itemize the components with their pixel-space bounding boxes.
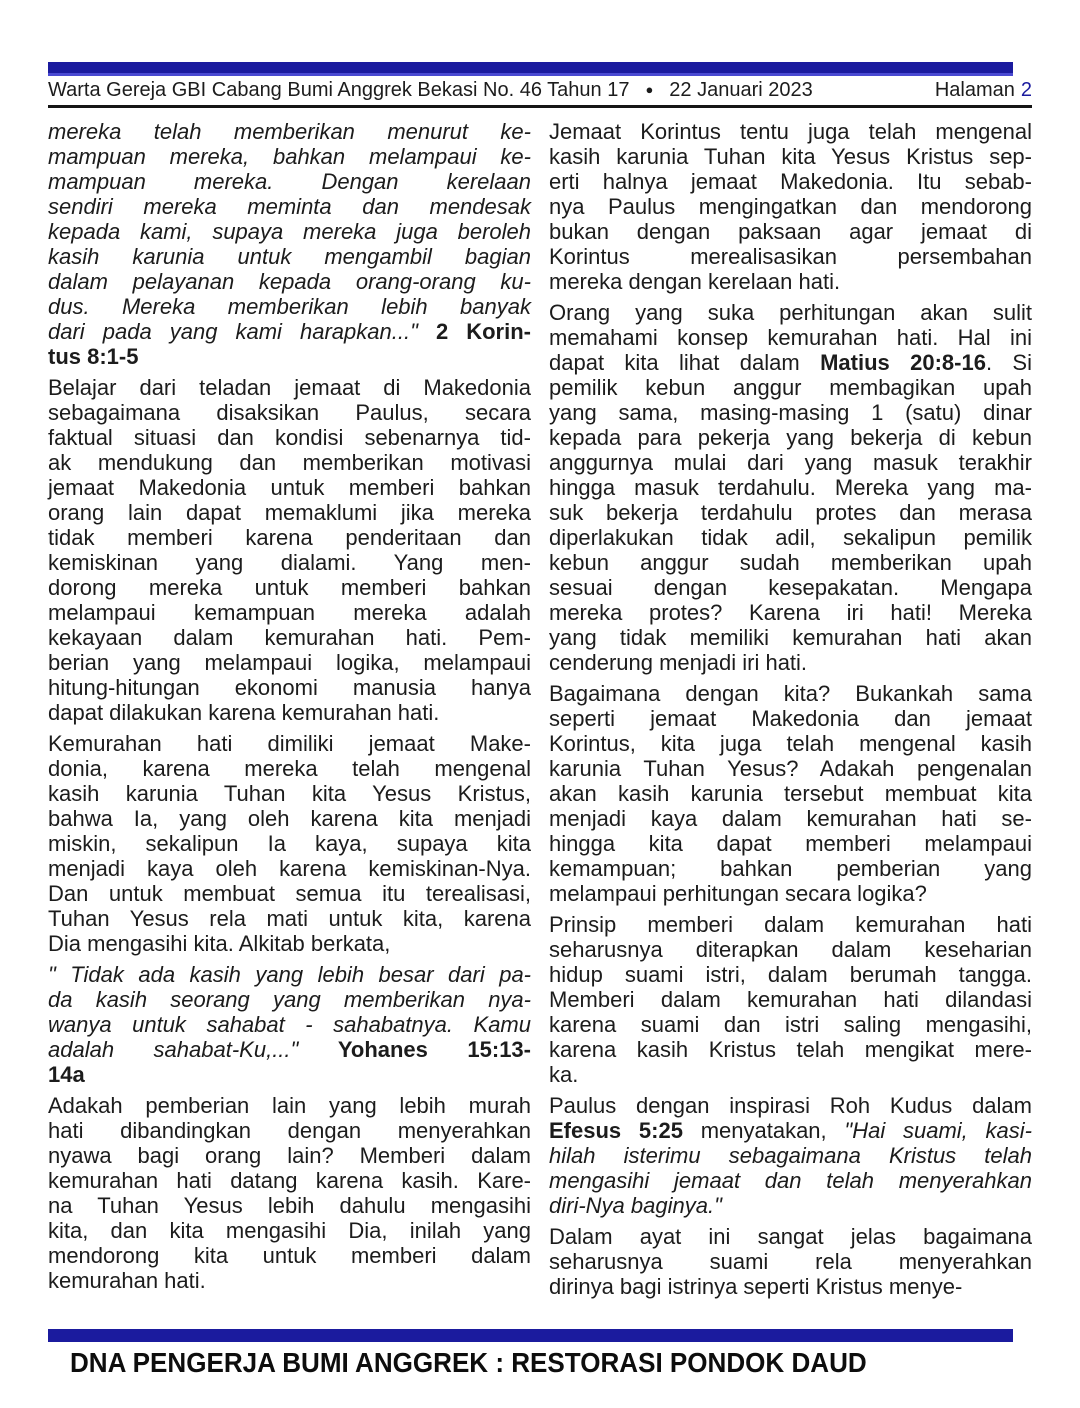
text-line: nya Paulus mengingatkan dan mendorong <box>549 194 1032 219</box>
paragraph <box>48 375 531 725</box>
left-column <box>48 119 531 1305</box>
paragraph <box>549 1224 1032 1299</box>
text-line: Bagaimana dengan kita? Bukankah sama <box>549 681 1032 706</box>
text-line: memahami konsep kemurahan hati. Hal ini <box>549 325 1032 350</box>
text-line: Dia mengasihi kita. Alkitab berkata, <box>48 931 391 956</box>
bullet-separator-icon: ● <box>645 82 654 97</box>
paragraph <box>549 1093 1032 1218</box>
text-line: kemiskinan yang dialami. Yang men- <box>48 550 531 575</box>
text-line: berian yang melampaui logika, melampaui <box>48 650 531 675</box>
text-line: bahwa Ia, yang oleh karena kita menjadi <box>48 806 531 831</box>
text-line: bukan dengan paksaan agar jemaat di <box>549 219 1032 244</box>
text-line: menjadi kaya oleh karena kemiskinan-Nya. <box>48 856 531 881</box>
bottom-accent-bar <box>48 1329 1013 1342</box>
paragraph <box>48 1093 531 1293</box>
page-number-label <box>935 79 1032 102</box>
text-line: dorong mereka untuk memberi bahkan <box>48 575 531 600</box>
text-line: mereka dengan kerelaan hati. <box>549 269 841 294</box>
header-divider <box>48 105 1032 108</box>
text-line: Belajar dari teladan jemaat di Makedonia <box>48 375 531 400</box>
text-line: kemurahan hati. <box>48 1268 206 1293</box>
text-line: Tuhan Yesus rela mati untuk kita, karena <box>48 906 531 931</box>
paragraph <box>549 912 1032 1087</box>
text-line: hingga masuk terdahulu. Mereka yang ma- <box>549 475 1032 500</box>
text-line: hilah isterimu sebagaimana Kristus telah <box>549 1143 1032 1168</box>
text-line: karunia Tuhan Yesus? Adakah pengenalan <box>549 756 1032 781</box>
text-line: Korintus, kita juga telah mengenal kasih <box>549 731 1032 756</box>
text-line: Korintus merealisasikan persembahan <box>549 244 1032 269</box>
text-line: karena suami dan istri saling mengasihi, <box>549 1012 1032 1037</box>
text-line: hitung-hitungan ekonomi manusia hanya <box>48 675 531 700</box>
text-line: sebagaimana disaksikan Paulus, secara <box>48 400 531 425</box>
text-line: seharusnya suami rela menyerahkan <box>549 1249 1032 1274</box>
text-line: dus. Mereka memberikan lebih banyak <box>48 294 531 319</box>
issue-date: 22 Januari 2023 <box>669 79 813 101</box>
paragraph <box>48 731 531 956</box>
paragraph <box>549 681 1032 906</box>
text-line: Memberi dalam kemurahan hati dilandasi <box>549 987 1032 1012</box>
text-line: donia, karena mereka telah mengenal <box>48 756 531 781</box>
text-line: akan kasih karunia tersebut membuat kita <box>549 781 1032 806</box>
paragraph <box>549 300 1032 675</box>
header-masthead <box>48 79 813 102</box>
text-line: dapat dilakukan karena kemurahan hati. <box>48 700 440 725</box>
top-accent-bar <box>48 62 1013 76</box>
text-line: dalam pelayanan kepada orang-orang ku- <box>48 269 531 294</box>
text-line: Dan untuk membuat semua itu terealisasi, <box>48 881 531 906</box>
text-line: kasih karunia Tuhan kita Yesus Kristus, <box>48 781 531 806</box>
text-line: da kasih seorang yang memberikan nya- <box>48 987 531 1012</box>
text-line: kasih karunia Tuhan kita Yesus Kristus sep- <box>549 144 1032 169</box>
text-line: nyawa bagi orang lain? Memberi dalam <box>48 1143 531 1168</box>
text-line: hidup suami istri, dalam berumah tangga. <box>549 962 1032 987</box>
text-line: dapat kita lihat dalam Matius 20:8-16. Si <box>549 350 1032 375</box>
text-line: miskin, sekalipun Ia kaya, supaya kita <box>48 831 531 856</box>
text-line: mengasihi jemaat dan telah menyerahkan <box>549 1168 1032 1193</box>
text-line: Paulus dengan inspirasi Roh Kudus dalam <box>549 1093 1032 1118</box>
text-line: 14a <box>48 1062 85 1087</box>
text-line: faktual situasi dan kondisi sebenarnya tid- <box>48 425 531 450</box>
text-line: kemurahan hati datang karena kasih. Kare- <box>48 1168 531 1193</box>
text-line: hingga kita dapat memberi melampaui <box>549 831 1032 856</box>
text-line: yang sama, masing-masing 1 (satu) dinar <box>549 400 1032 425</box>
text-line: melampaui perhitungan secara logika? <box>549 881 927 906</box>
text-line: kasih karunia untuk mengambil bagian <box>48 244 531 269</box>
text-line: mampuan mereka. Dengan kerelaan <box>48 169 531 194</box>
text-line: kekayaan dalam kemurahan hati. Pem- <box>48 625 531 650</box>
text-line: Kemurahan hati dimiliki jemaat Make- <box>48 731 531 756</box>
text-line: Dalam ayat ini sangat jelas bagaimana <box>549 1224 1032 1249</box>
page-number: 2 <box>1020 79 1032 101</box>
text-line: hati dibandingkan dengan menyerahkan <box>48 1118 531 1143</box>
text-line: mampuan mereka, bahkan melampaui ke- <box>48 144 531 169</box>
right-column <box>549 119 1032 1305</box>
text-line: orang lain dapat memaklumi jika mereka <box>48 500 531 525</box>
text-line: kebun anggur sudah memberikan upah <box>549 550 1032 575</box>
text-line: sendiri mereka meminta dan mendesak <box>48 194 531 219</box>
text-line: tidak memberi karena penderitaan dan <box>48 525 531 550</box>
text-line: Efesus 5:25 menyatakan, "Hai suami, kasi- <box>549 1118 1033 1143</box>
page-label: Halaman <box>934 79 1015 101</box>
text-line: jemaat Makedonia untuk memberi bahkan <box>48 475 531 500</box>
text-line: dirinya bagi istrinya seperti Kristus menye- <box>549 1274 963 1299</box>
text-line: yang tidak memiliki kemurahan hati akan <box>549 625 1032 650</box>
text-line: kita, dan kita mengasihi Dia, inilah yang <box>48 1218 531 1243</box>
text-line: melampaui kemampuan mereka adalah <box>48 600 531 625</box>
page-header <box>48 79 1032 102</box>
text-line: Jemaat Korintus tentu juga telah mengenal <box>549 119 1032 144</box>
text-line: anggurnya mulai dari yang masuk terakhir <box>549 450 1032 475</box>
text-line: kepada kami, supaya mereka juga beroleh <box>48 219 531 244</box>
text-line: sesuai dengan kesepakatan. Mengapa <box>549 575 1032 600</box>
text-line: Orang yang suka perhitungan akan sulit <box>549 300 1032 325</box>
text-line: Prinsip memberi dalam kemurahan hati <box>549 912 1032 937</box>
text-line: ka. <box>549 1062 579 1087</box>
text-line: mereka protes? Karena iri hati! Mereka <box>549 600 1032 625</box>
text-line: pemilik kebun anggur membagikan upah <box>549 375 1032 400</box>
text-line: karena kasih Kristus telah mengikat mere- <box>549 1037 1032 1062</box>
text-line: mendorong kita untuk memberi dalam <box>48 1243 531 1268</box>
footer-text: DNA PENGERJA BUMI ANGGREK : RESTORASI PONDOK DAUD <box>70 1347 867 1378</box>
text-line: kepada para pekerja yang bekerja di kebun <box>549 425 1032 450</box>
text-line: seperti jemaat Makedonia dan jemaat <box>549 706 1032 731</box>
article-body <box>48 119 1032 1305</box>
text-line: diri-Nya baginya." <box>549 1193 722 1218</box>
text-line: na Tuhan Yesus lebih dahulu mengasihi <box>48 1193 531 1218</box>
newsletter-title: Warta Gereja GBI Cabang Bumi Anggrek Bekasi No. 46 Tahun 17 <box>48 79 630 101</box>
text-line: mereka telah memberikan menurut ke- <box>48 119 531 144</box>
paragraph <box>549 119 1032 294</box>
paragraph <box>48 119 531 369</box>
text-line: suk bekerja terdahulu protes dan merasa <box>549 500 1032 525</box>
text-line: seharusnya diterapkan dalam keseharian <box>549 937 1032 962</box>
text-line: adalah sahabat-Ku,..." Yohanes 15:13- <box>48 1037 531 1062</box>
text-line: tus 8:1-5 <box>48 344 139 369</box>
text-line: " Tidak ada kasih yang lebih besar dari pa- <box>48 962 531 987</box>
text-line: cenderung menjadi iri hati. <box>549 650 808 675</box>
text-line: diperlakukan tidak adil, sekalipun pemilik <box>549 525 1032 550</box>
text-line: dari pada yang kami harapkan..." 2 Korin- <box>48 319 531 344</box>
text-line: erti halnya jemaat Makedonia. Itu sebab- <box>549 169 1032 194</box>
text-line: ak mendukung dan memberikan motivasi <box>48 450 531 475</box>
text-line: Adakah pemberian lain yang lebih murah <box>48 1093 531 1118</box>
paragraph <box>48 962 531 1087</box>
text-line: wanya untuk sahabat - sahabatnya. Kamu <box>48 1012 531 1037</box>
text-line: kemampuan; bahkan pemberian yang <box>549 856 1032 881</box>
text-line: menjadi kaya dalam kemurahan hati se- <box>549 806 1032 831</box>
